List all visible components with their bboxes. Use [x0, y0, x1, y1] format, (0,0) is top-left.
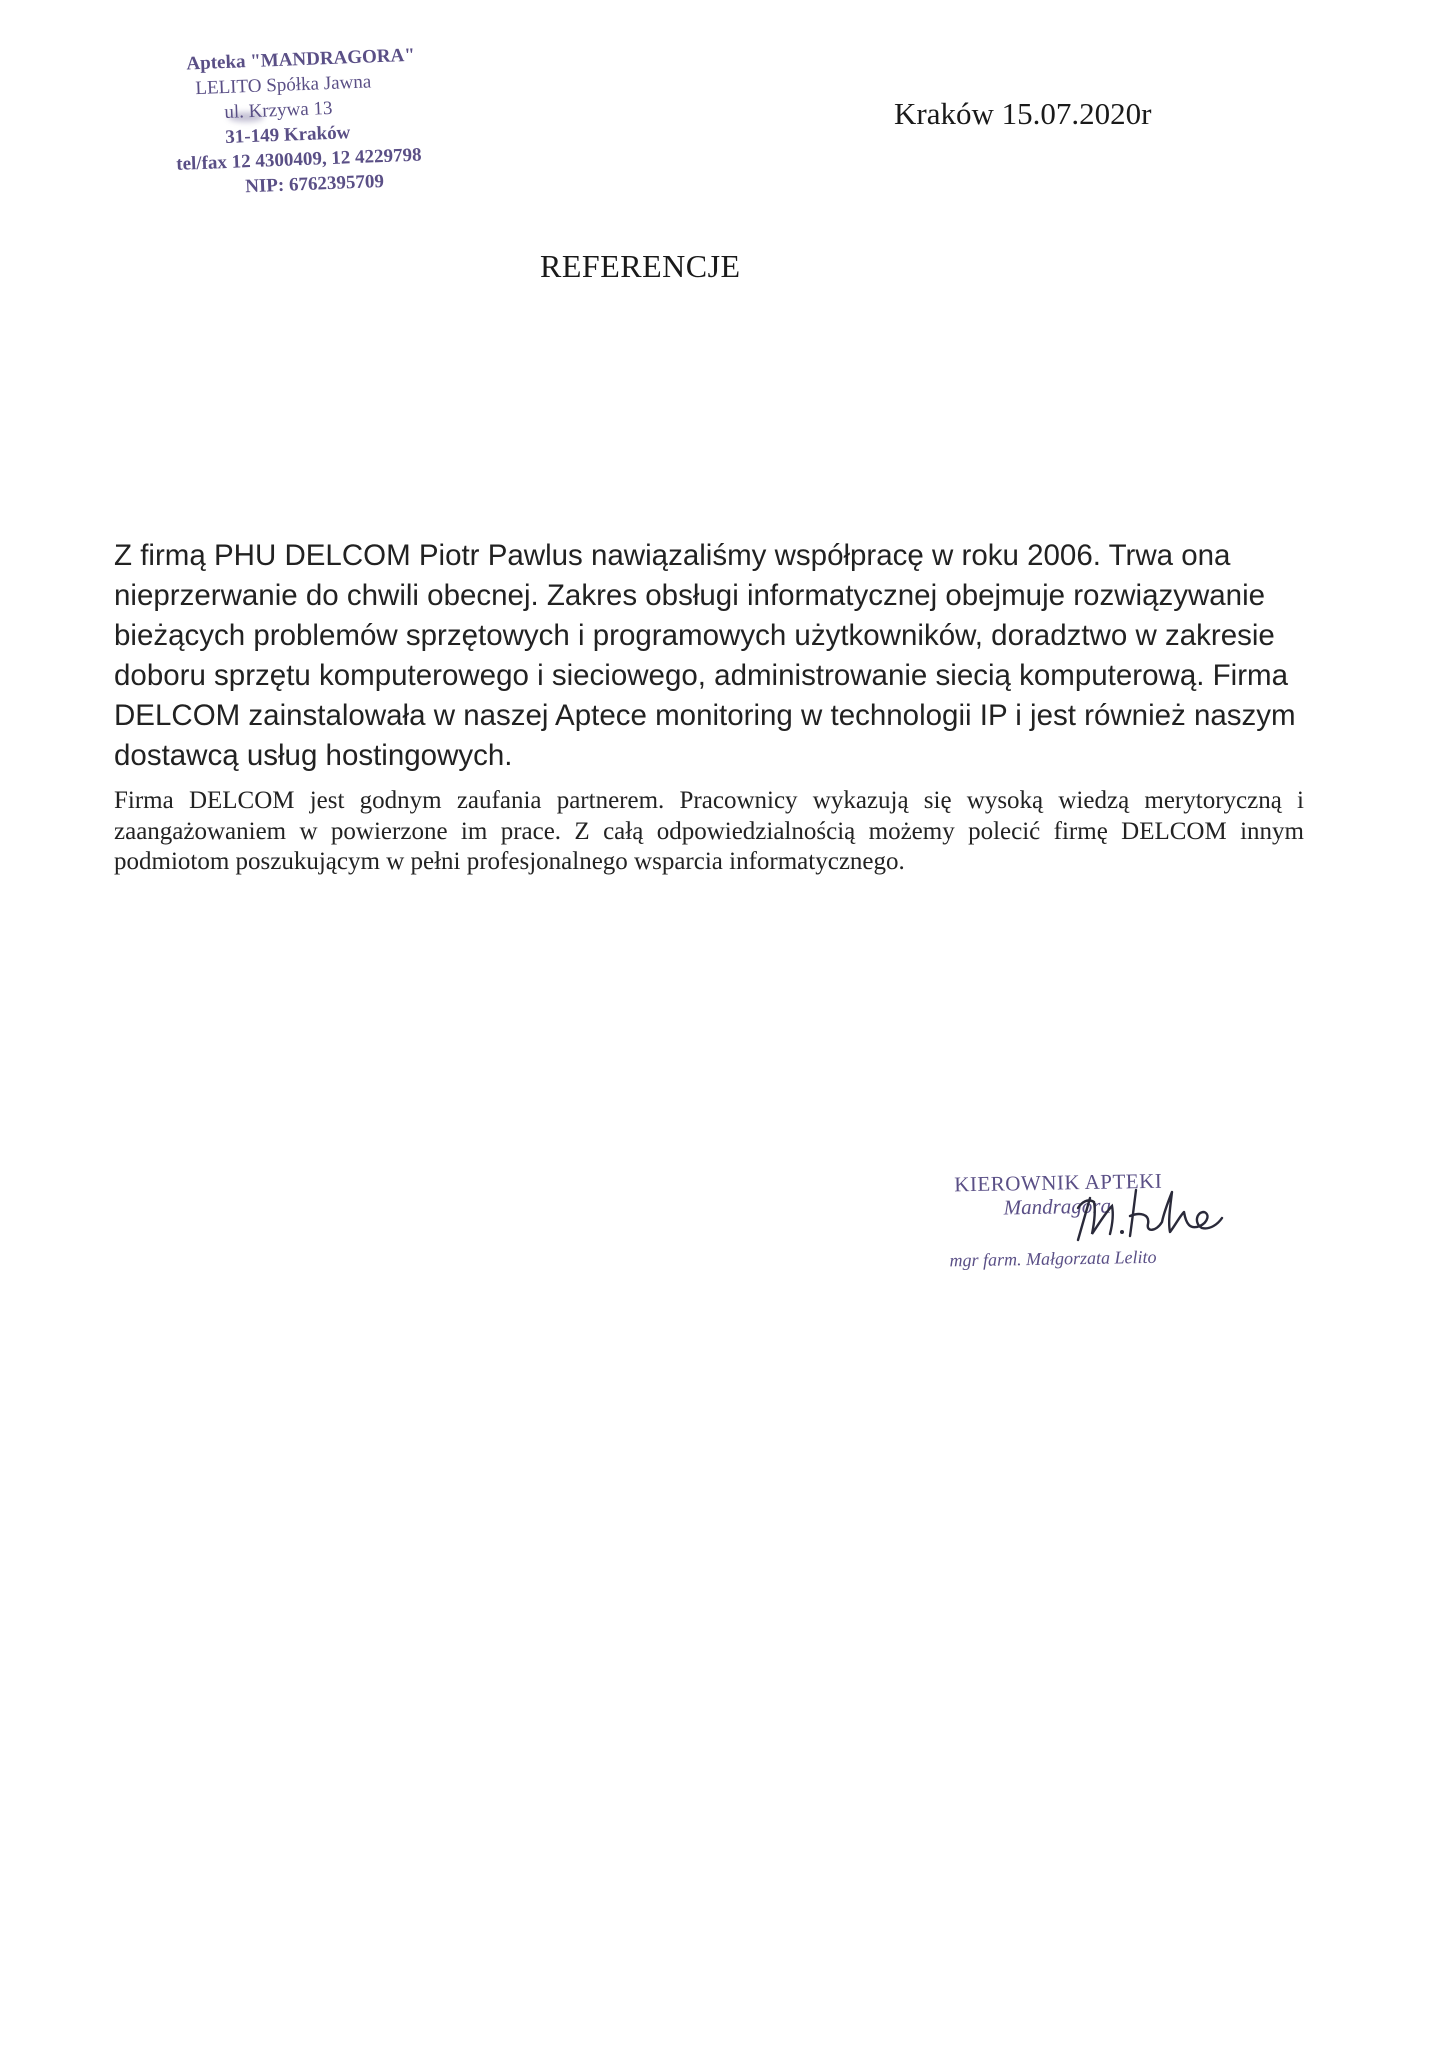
stamp-pharmacy-name: Apteka "MANDRAGORA": [186, 44, 416, 75]
body-paragraph-1: Z firmą PHU DELCOM Piotr Pawlus nawiązaliśmy współpracę w roku 2006. Trwa ona nieprzerwanie do chwili obecnej. Zakres obsługi informatycznej obejmuje rozwiązywanie bieżących problemów sprzętowych i programowych użytkowników, doradztwo w zakresie doboru sprzętu komputerowego i sieciowego, administrowanie siecią komputerową. Firma DELCOM zainstalowała w naszej Aptece monitoring w technologii IP i jest również naszym dostawcą usług hostingowych.: [114, 539, 1296, 772]
letter-date: Kraków 15.07.2020r: [894, 96, 1152, 131]
signature-stamp-name: mgr farm. Małgorzata Lelito: [949, 1246, 1157, 1271]
stamp-phone: tel/fax 12 4300409, 12 4229798: [175, 144, 422, 175]
letter-title: REFERENCJE: [540, 248, 741, 284]
signature-stamp-role: KIEROWNIK APTEKI: [954, 1168, 1163, 1197]
body-paragraph-2: Firma DELCOM jest godnym zaufania partnerem. Pracownicy wykazują się wysoką wiedzą merytoryczną i zaangażowaniem w powierzone im prace. Z całą odpowiedzialnością możemy polecić firmę DELCOM innym podmiotom poszukującym w pełni profesjonalnego wsparcia informatycznego.: [114, 787, 1304, 875]
stamp-city: 31-149 Kraków: [224, 122, 351, 149]
company-stamp: [172, 39, 518, 202]
handwritten-signature: [1060, 1168, 1230, 1248]
stamp-company: LELITO Spółka Jawna: [195, 71, 372, 100]
signature-stamp-pharmacy: Mandragora: [1003, 1193, 1112, 1220]
stamp-street: ul. Krzywa 13: [223, 97, 333, 124]
stamp-nip: NIP: 6762395709: [244, 170, 385, 198]
ink-smudge: [228, 112, 264, 122]
